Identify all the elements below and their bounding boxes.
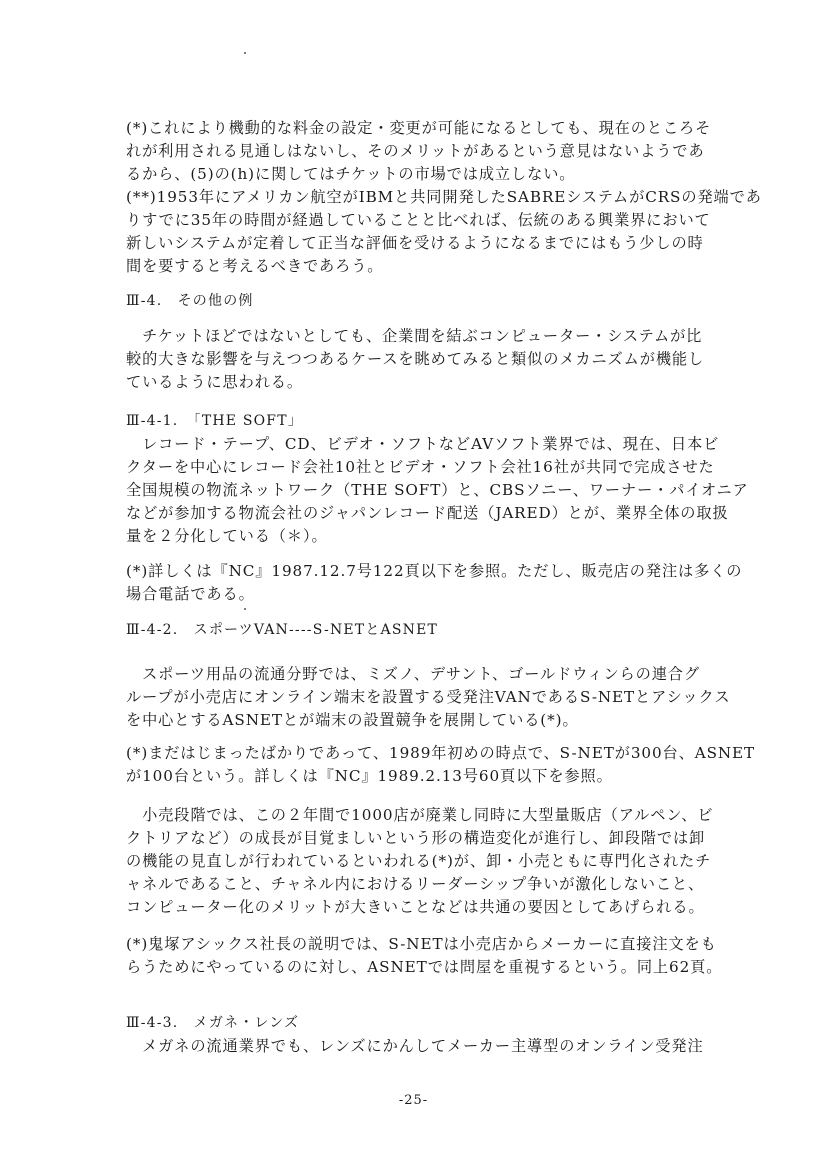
section-heading: Ⅲ-4-2. スポーツVAN----S-NETとASNET <box>126 622 439 638</box>
text-line: などが参加する物流会社のジャパンレコード配送（JARED）とが、業界全体の取扱 <box>126 504 729 522</box>
text-line: (*)詳しくは『NC』1987.12.7号122頁以下を参照。ただし、販売店の発注は多くの <box>126 562 743 580</box>
text-line: を中心とするASNETとが端末の設置競争を展開している(*)。 <box>126 711 579 729</box>
section-heading: Ⅲ-4. その他の例 <box>126 293 254 309</box>
section-heading: Ⅲ-4-1. 「THE SOFT」 <box>126 413 303 429</box>
text-line: の機能の見直しが行われているといわれる(*)が、卸・小売ともに専門化されたチ <box>126 852 712 870</box>
text-line: 全国規模の物流ネットワーク（THE SOFT）と、CBSソニー、ワーナー・パイオニア <box>126 481 749 499</box>
scan-speck <box>244 608 246 610</box>
text-line: 新しいシステムが定着して正当な評価を受けるようになるまでにはもう少しの時 <box>126 234 704 252</box>
text-line: クトリアなど）の成長が目覚ましいという形の構造変化が進行し、卸段階では卸 <box>126 829 706 847</box>
text-line: メガネの流通業界でも、レンズにかんしてメーカー主導型のオンライン受発注 <box>126 1037 704 1055</box>
text-line: 小売段階では、この２年間で1000店が廃業し同時に大型量販店（アルペン、ビ <box>126 806 714 824</box>
text-line: (*)これにより機動的な料金の設定・変更が可能になるとしても、現在のところそ <box>126 119 712 137</box>
text-line: ループが小売店にオンライン端末を設置する受発注VANであるS-NETとアシックス <box>126 688 731 706</box>
section-heading: Ⅲ-4-3. メガネ・レンズ <box>126 1015 300 1031</box>
text-line: クターを中心にレコード会社10社とビデオ・ソフト会社16社が共同で完成させた <box>126 458 715 476</box>
text-line: スポーツ用品の流通分野では、ミズノ、デサント、ゴールドウィンらの連合グ <box>126 665 700 683</box>
text-line: 間を要すると考えるべきであろう。 <box>126 257 384 275</box>
page-number: -25- <box>398 1093 429 1108</box>
text-line: (**)1953年にアメリカン航空がIBMと共同開発したSABREシステムがCRSの発端であ <box>126 188 762 206</box>
text-line: るから、(5)の(h)に関してはチケットの市場では成立しない。 <box>126 165 576 183</box>
text-line: コンピューター化のメリットが大きいことなどは共通の要因としてあげられる。 <box>126 898 705 916</box>
text-line: 場合電話である。 <box>126 585 255 603</box>
text-line: 量を２分化している（＊）。 <box>126 527 328 545</box>
text-line: らうためにやっているのに対し、ASNETでは問屋を重視するという。同上62頁。 <box>126 958 723 976</box>
text-line: レコード・テープ、CD、ビデオ・ソフトなどAVソフト業界では、現在、日本ビ <box>126 435 720 453</box>
text-line: ているように思われる。 <box>126 373 303 391</box>
text-line: ャネルであること、チャネル内におけるリーダーシップ争いが激化しないこと、 <box>126 875 705 893</box>
text-line: が100台という。詳しくは『NC』1989.2.13号60頁以下を参照。 <box>126 767 613 785</box>
text-line: りすでに35年の時間が経過していることと比べれば、伝統のある興業界において <box>126 211 711 229</box>
text-line: (*)まだはじまったばかりであって、1989年初めの時点で、S-NETが300台、ASNET <box>126 744 756 762</box>
text-line: (*)鬼塚アシックス社長の説明では、S-NETは小売店からメーカーに直接注文をも <box>126 935 717 953</box>
text-line: れが利用される見通しはないし、そのメリットがあるという意見はないようであ <box>126 142 705 160</box>
scan-speck <box>244 52 246 54</box>
text-line: 較的大きな影響を与えつつあるケースを眺めてみると類似のメカニズムが機能し <box>126 350 705 368</box>
text-line: チケットほどではないとしても、企業間を結ぶコンピューター・システムが比 <box>126 327 703 345</box>
